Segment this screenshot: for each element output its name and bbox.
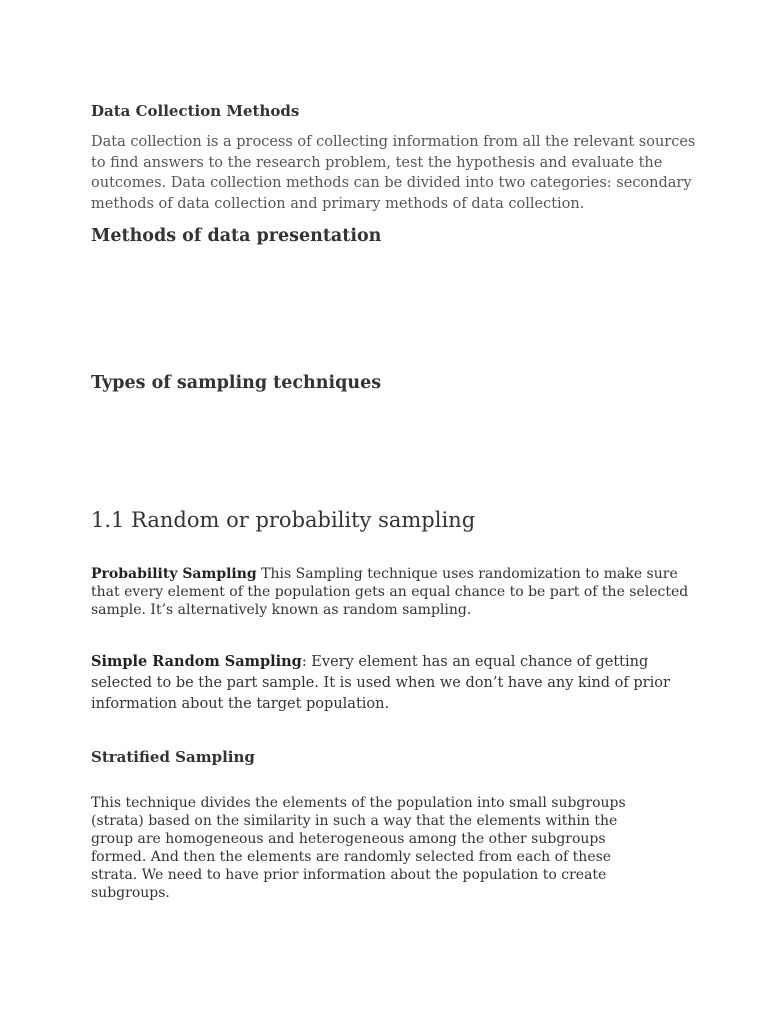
probability-sampling-text: This Sampling technique uses randomization to make sure that every element of the population gets an equal chance to be part of the selected sample. It’s alternatively known as random sampling. — [91, 566, 689, 618]
intro-paragraph: Data collection is a process of collecting information from all the relevant sources to find answers to the research problem, test the hypothesis and evaluate the outcomes. Data collection methods can be divided into two categories: secondary methods of data collection and primary methods of data collection. — [91, 134, 696, 212]
heading-methods-of-data-presentation: Methods of data presentation — [91, 226, 382, 246]
probability-sampling-term: Probability Sampling — [91, 566, 257, 582]
simple-random-sampling-term: Simple Random Sampling — [91, 653, 302, 670]
heading-data-collection-methods: Data Collection Methods — [91, 102, 300, 120]
simple-random-sampling-text: : Every element has an equal chance of getting selected to be the part sample. It is used when we don’t have any kind of prior information about the target population. — [91, 654, 670, 712]
heading-types-of-sampling-techniques: Types of sampling techniques — [91, 373, 382, 393]
probability-sampling-paragraph — [91, 565, 691, 619]
simple-random-sampling-paragraph — [91, 651, 691, 715]
heading-stratified-sampling: Stratified Sampling — [91, 748, 255, 766]
heading-random-probability-sampling: 1.1 Random or probability sampling — [91, 508, 476, 532]
stratified-sampling-paragraph: This technique divides the elements of the population into small subgroups (strata) based on the similarity in such a way that the elements within the group are homogeneous and heterogeneous among the other subgroups formed. And then the elements are randomly selected from each of these strata. We need to have prior information about the population to create subgroups. — [91, 795, 626, 901]
